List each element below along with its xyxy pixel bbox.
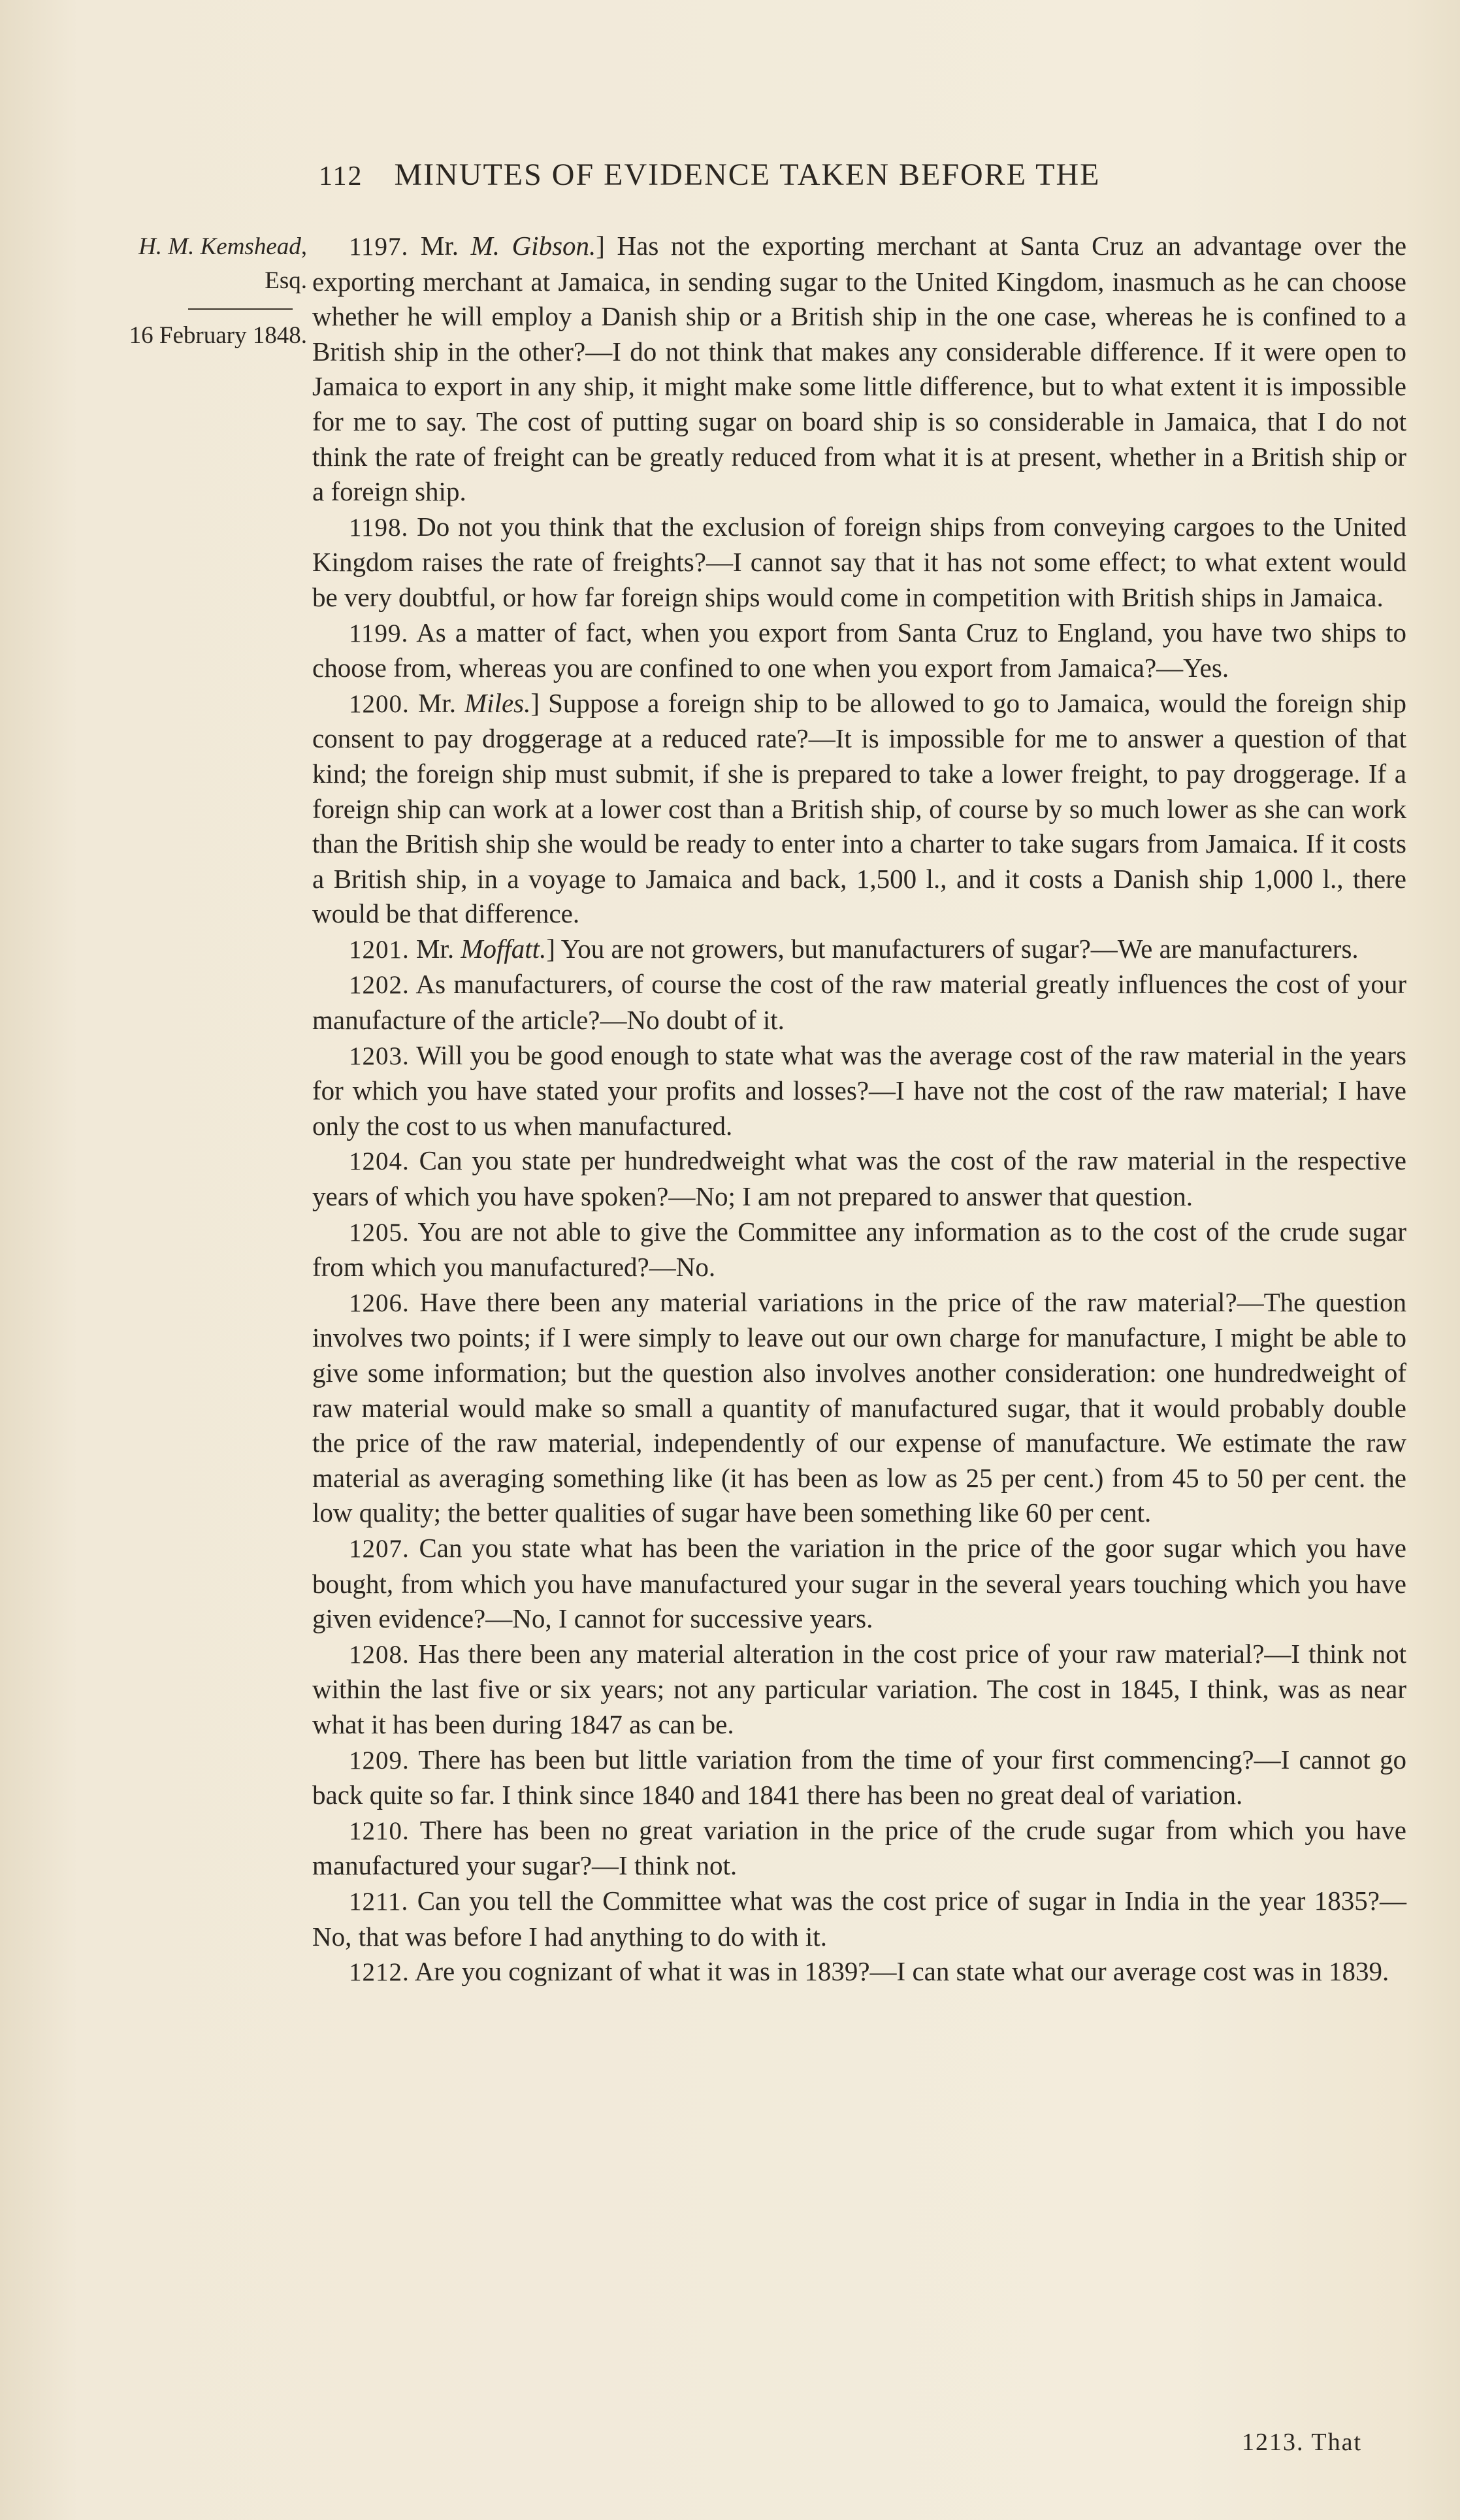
question-text: Can you tell the Committee what was the cost price of sugar in India in the year 1835?—No, that was before I had anything to do with it. — [312, 1885, 1406, 1952]
question-paragraph — [312, 686, 1406, 932]
question-number: 1211. — [349, 1887, 409, 1916]
speaker: Mr. — [417, 687, 465, 718]
question-paragraph — [312, 1813, 1406, 1884]
question-number: 1199. — [349, 619, 409, 647]
question-number: 1206. — [349, 1288, 410, 1317]
question-number: 1202. — [349, 971, 410, 1000]
question-paragraph — [312, 932, 1406, 968]
question-number: 1210. — [349, 1816, 410, 1845]
question-number: 1201. — [349, 935, 410, 964]
question-text: Can you state per hundredweight what was the cost of the raw material in the respective years of which you have spoken?—No; I am not prepared to answer that question. — [312, 1145, 1406, 1212]
question-text: Have there been any material variations in the price of the raw material?—The question involves two points; if I were simply to leave out our own charge for manufacture, I might be able to give some information; but the question also involves another consideration: one hundredweight of raw material would make so small a quantity of manufactured sugar, that it would probably double the price of the raw material, independently of our expense of manufacture. We estimate the raw material as averaging something like (it has been as low as 25 per cent.) from 45 to 50 per cent. the low quality; the better qualities of sugar have been something like 60 per cent. — [312, 1286, 1406, 1528]
speaker-name: M. Gibson. — [470, 231, 596, 261]
question-paragraph — [312, 229, 1406, 510]
question-text: Do not you think that the exclusion of foreign ships from conveying cargoes to the United Kingdom raises the rate of freights?—I cannot say that it has not some effect; to what extent would be very doubtful, or how far foreign ships would come in competition with British ships in Jamaica. — [312, 511, 1406, 612]
page-title: MINUTES OF EVIDENCE TAKEN BEFORE THE — [394, 157, 1101, 192]
question-paragraph — [312, 1743, 1406, 1813]
question-paragraph — [312, 1215, 1406, 1285]
question-paragraph — [312, 615, 1406, 686]
evidence-body — [312, 229, 1406, 1990]
question-text: ] Has not the exporting merchant at Santa Cruz an advantage over the exporting merchant at Jamaica, in sending sugar to the United Kingdom, inasmuch as he can choose whether he will employ a Danish ship or a British ship in the one case, whereas he is confined to a British ship in the other?—I do not think that makes any considerable difference. If it were open to Jamaica to export in any ship, it might make some little difference, but to what extent it is impossible for me to say. The cost of putting sugar on board ship is so considerable in Jamaica, that I do not think the rate of freight can be greatly reduced from what it is at present, whether in a British ship or a foreign ship. — [312, 231, 1407, 507]
question-number: 1208. — [349, 1640, 410, 1669]
question-text: ] Suppose a foreign ship to be allowed to go to Jamaica, would the foreign ship consent to pay droggerage at a reduced rate?—It is impossible for me to answer a question of that kind; the foreign ship must submit, if she is prepared to take a lower freight, to pay droggerage. If a foreign ship can work at a lower cost than a British ship, of course by so much lower as she can work than the British ship she would be ready to enter into a charter to take sugars from Jamaica. If it costs a British ship, in a voyage to Jamaica and back, 1,500 l., and it costs a Danish ship 1,000 l., there would be that difference. — [312, 687, 1406, 929]
speaker: Mr. — [416, 933, 461, 964]
question-text: Will you be good enough to state what was the average cost of the raw material in the years for which you have stated your profits and losses?—I have not the cost of the raw material; I have only the cost to us when manufactured. — [312, 1039, 1406, 1141]
evidence-date: 16 February 1848. — [129, 322, 307, 349]
witness-title: Esq. — [265, 267, 307, 294]
question-paragraph — [312, 1637, 1406, 1743]
question-number: 1200. — [349, 689, 410, 718]
catchword: 1213. That — [1242, 2429, 1362, 2456]
page-number: 112 — [319, 161, 363, 191]
question-text: ] You are not growers, but manufacturers of sugar?—We are manufacturers. — [546, 933, 1359, 964]
margin-note — [39, 230, 307, 353]
question-paragraph — [312, 1038, 1406, 1144]
question-number: 1198. — [349, 513, 409, 542]
question-paragraph — [312, 510, 1406, 615]
question-text: You are not able to give the Committee any information as to the cost of the crude sugar from which you manufactured?—No. — [312, 1216, 1406, 1283]
witness-name: H. M. Kemshead, — [138, 233, 307, 260]
question-paragraph — [312, 1884, 1406, 1954]
margin-rule — [188, 308, 293, 310]
question-number: 1204. — [349, 1147, 410, 1176]
question-text: There has been but little variation from the time of your first commencing?—I cannot go back quite so far. I think since 1840 and 1841 there has been no great deal of variation. — [312, 1744, 1406, 1810]
question-paragraph — [312, 967, 1406, 1038]
question-number: 1209. — [349, 1746, 410, 1775]
question-text: As a matter of fact, when you export from Santa Cruz to England, you have two ships to choose from, whereas you are confined to one when you export from Jamaica?—Yes. — [312, 617, 1406, 683]
question-text: There has been no great variation in the price of the crude sugar from which you have manufactured your sugar?—I think not. — [312, 1814, 1406, 1881]
question-number: 1203. — [349, 1041, 410, 1070]
question-number: 1197. — [349, 233, 409, 261]
question-paragraph — [312, 1954, 1406, 1990]
question-text: As manufacturers, of course the cost of the raw material greatly influences the cost of your manufacture of the article?—No doubt of it. — [312, 969, 1406, 1036]
question-text: Has there been any material alteration in the cost price of your raw material?—I think not within the last five or six years; not any particular variation. The cost in 1845, I think, was as near what it has been during 1847 as can be. — [312, 1638, 1406, 1739]
running-header — [319, 157, 1403, 193]
question-paragraph — [312, 1531, 1406, 1637]
question-paragraph — [312, 1285, 1406, 1531]
speaker-name: Moffatt. — [461, 933, 547, 964]
question-paragraph — [312, 1143, 1406, 1214]
question-text: Can you state what has been the variation in the price of the goor sugar which you have bought, from which you have manufactured your sugar in the several years touching which you have given evidence?—No, I cannot for successive years. — [312, 1532, 1406, 1634]
question-number: 1212. — [349, 1958, 410, 1987]
speaker-name: Miles. — [464, 687, 531, 718]
question-number: 1205. — [349, 1218, 410, 1247]
question-number: 1207. — [349, 1534, 410, 1563]
question-text: Are you cognizant of what it was in 1839?—I can state what our average cost was in 1839. — [409, 1956, 1389, 1987]
speaker: Mr. — [420, 231, 471, 261]
